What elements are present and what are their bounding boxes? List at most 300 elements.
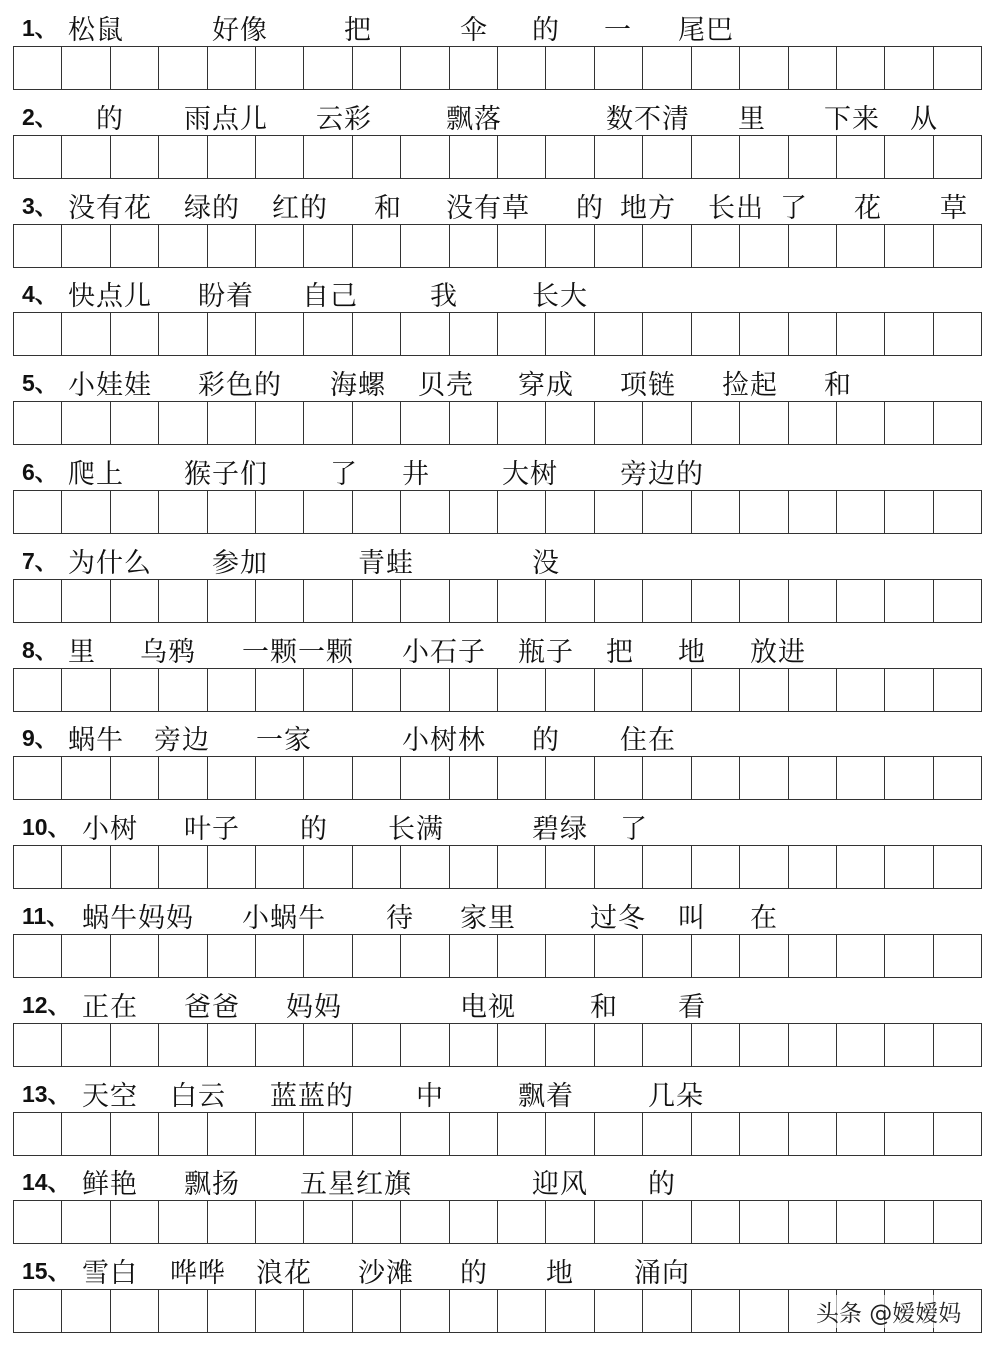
answer-cell[interactable] (740, 1289, 788, 1333)
answer-cell[interactable] (643, 1112, 691, 1156)
answer-cell[interactable] (353, 1289, 401, 1333)
answer-cell[interactable] (934, 579, 982, 623)
answer-cell[interactable] (256, 1200, 304, 1244)
answer-cell[interactable] (62, 135, 110, 179)
answer-cell[interactable] (14, 845, 62, 889)
answer-cell[interactable] (208, 224, 256, 268)
answer-cell[interactable] (401, 1200, 449, 1244)
answer-cell[interactable] (450, 1289, 498, 1333)
answer-cell[interactable] (546, 1289, 594, 1333)
answer-cell[interactable] (111, 1289, 159, 1333)
answer-cell[interactable] (111, 756, 159, 800)
answer-cell[interactable] (208, 1289, 256, 1333)
answer-cell[interactable] (208, 46, 256, 90)
answer-cell[interactable] (643, 135, 691, 179)
answer-cell[interactable] (546, 668, 594, 712)
answer-cell[interactable] (934, 1200, 982, 1244)
answer-cell[interactable] (159, 224, 207, 268)
answer-cell[interactable] (885, 224, 933, 268)
answer-cell[interactable] (62, 579, 110, 623)
answer-cell[interactable] (692, 1289, 740, 1333)
answer-cell[interactable] (643, 934, 691, 978)
answer-cell[interactable] (111, 46, 159, 90)
answer-cell[interactable] (256, 756, 304, 800)
answer-cell[interactable] (304, 490, 352, 534)
answer-cell[interactable] (256, 579, 304, 623)
answer-cell[interactable] (450, 401, 498, 445)
answer-cell[interactable] (401, 224, 449, 268)
answer-cell[interactable] (353, 579, 401, 623)
answer-cell[interactable] (111, 845, 159, 889)
answer-cell[interactable] (159, 312, 207, 356)
answer-cell[interactable] (159, 845, 207, 889)
answer-cell[interactable] (546, 1023, 594, 1067)
answer-cell[interactable] (643, 46, 691, 90)
answer-cell[interactable] (643, 668, 691, 712)
answer-cell[interactable] (450, 756, 498, 800)
word-chunk: 海螺 (330, 370, 386, 402)
answer-cell[interactable] (837, 490, 885, 534)
answer-cell[interactable] (401, 312, 449, 356)
answer-cell[interactable] (208, 490, 256, 534)
answer-cell[interactable] (546, 845, 594, 889)
answer-cell[interactable] (546, 934, 594, 978)
answer-cell[interactable] (62, 668, 110, 712)
answer-cell[interactable] (62, 1112, 110, 1156)
exercise-number: 6、 (22, 459, 58, 485)
answer-cell[interactable] (159, 401, 207, 445)
answer-cell[interactable] (401, 1023, 449, 1067)
answer-cell[interactable] (14, 135, 62, 179)
answer-cell[interactable] (159, 490, 207, 534)
answer-cell[interactable] (304, 224, 352, 268)
answer-cell[interactable] (934, 46, 982, 90)
answer-cell[interactable] (692, 1112, 740, 1156)
answer-cell[interactable] (692, 312, 740, 356)
answer-cell[interactable] (934, 756, 982, 800)
answer-cell[interactable] (208, 1023, 256, 1067)
answer-cell[interactable] (208, 1200, 256, 1244)
answer-cell[interactable] (934, 934, 982, 978)
answer-cell[interactable] (740, 668, 788, 712)
answer-cell[interactable] (111, 1023, 159, 1067)
answer-cell[interactable] (692, 224, 740, 268)
answer-cell[interactable] (595, 579, 643, 623)
answer-cell[interactable] (159, 1289, 207, 1333)
answer-cell[interactable] (595, 1112, 643, 1156)
answer-cell[interactable] (789, 135, 837, 179)
answer-cell[interactable] (159, 46, 207, 90)
answer-cell[interactable] (498, 312, 546, 356)
answer-cell[interactable] (353, 756, 401, 800)
answer-cell[interactable] (14, 934, 62, 978)
answer-cell[interactable] (401, 490, 449, 534)
answer-cell[interactable] (643, 756, 691, 800)
answer-cell[interactable] (14, 579, 62, 623)
answer-cell[interactable] (498, 668, 546, 712)
answer-cell[interactable] (208, 401, 256, 445)
answer-cell[interactable] (111, 135, 159, 179)
answer-cell[interactable] (643, 401, 691, 445)
answer-cell[interactable] (401, 401, 449, 445)
answer-cell[interactable] (256, 1023, 304, 1067)
answer-cell[interactable] (62, 490, 110, 534)
answer-cell[interactable] (256, 312, 304, 356)
answer-cell[interactable] (256, 401, 304, 445)
answer-cell[interactable] (789, 1023, 837, 1067)
answer-cell[interactable] (111, 934, 159, 978)
answer-cell[interactable] (595, 845, 643, 889)
answer-cell[interactable] (789, 46, 837, 90)
answer-cell[interactable] (14, 1112, 62, 1156)
answer-cell[interactable] (643, 490, 691, 534)
answer-cell[interactable] (595, 135, 643, 179)
answer-cell[interactable] (353, 312, 401, 356)
answer-cell[interactable] (789, 934, 837, 978)
answer-cell[interactable] (595, 490, 643, 534)
answer-cell[interactable] (740, 135, 788, 179)
answer-cell[interactable] (401, 756, 449, 800)
answer-cell[interactable] (304, 401, 352, 445)
answer-cell[interactable] (401, 135, 449, 179)
answer-cell[interactable] (304, 312, 352, 356)
answer-cell[interactable] (934, 401, 982, 445)
answer-cell[interactable] (159, 1200, 207, 1244)
answer-cell[interactable] (934, 1023, 982, 1067)
answer-cell[interactable] (643, 1200, 691, 1244)
answer-cell[interactable] (546, 224, 594, 268)
answer-cell[interactable] (256, 934, 304, 978)
answer-cell[interactable] (304, 579, 352, 623)
answer-cell[interactable] (643, 845, 691, 889)
answer-cell[interactable] (934, 135, 982, 179)
answer-cell[interactable] (692, 1200, 740, 1244)
answer-cell[interactable] (450, 934, 498, 978)
answer-cell[interactable] (498, 756, 546, 800)
answer-cell[interactable] (401, 668, 449, 712)
answer-cell[interactable] (740, 401, 788, 445)
answer-cell[interactable] (159, 668, 207, 712)
answer-cell[interactable] (14, 224, 62, 268)
answer-cell[interactable] (159, 756, 207, 800)
answer-cell[interactable] (450, 1112, 498, 1156)
answer-cell[interactable] (740, 845, 788, 889)
answer-cell[interactable] (353, 490, 401, 534)
answer-cell[interactable] (885, 401, 933, 445)
answer-cell[interactable] (740, 312, 788, 356)
answer-cell[interactable] (208, 668, 256, 712)
answer-cell[interactable] (885, 46, 933, 90)
answer-cell[interactable] (595, 312, 643, 356)
answer-cell[interactable] (885, 312, 933, 356)
answer-cell[interactable] (546, 579, 594, 623)
answer-cell[interactable] (353, 934, 401, 978)
answer-cell[interactable] (837, 934, 885, 978)
answer-cell[interactable] (692, 579, 740, 623)
answer-cell[interactable] (934, 1112, 982, 1156)
answer-cell[interactable] (643, 1023, 691, 1067)
answer-cell[interactable] (789, 312, 837, 356)
answer-cell[interactable] (450, 490, 498, 534)
answer-cell[interactable] (740, 1112, 788, 1156)
answer-cell[interactable] (885, 668, 933, 712)
answer-cell[interactable] (740, 756, 788, 800)
answer-cell[interactable] (934, 668, 982, 712)
answer-cell[interactable] (498, 1200, 546, 1244)
answer-cell[interactable] (208, 1112, 256, 1156)
answer-cell[interactable] (740, 224, 788, 268)
answer-cell[interactable] (159, 1023, 207, 1067)
answer-cell[interactable] (595, 668, 643, 712)
answer-cell[interactable] (401, 579, 449, 623)
answer-cell[interactable] (256, 845, 304, 889)
answer-cell[interactable] (837, 135, 885, 179)
answer-cell[interactable] (546, 1200, 594, 1244)
answer-cell[interactable] (595, 1200, 643, 1244)
answer-cell[interactable] (353, 1200, 401, 1244)
answer-cell[interactable] (595, 224, 643, 268)
answer-cell[interactable] (14, 312, 62, 356)
answer-cell[interactable] (14, 1289, 62, 1333)
answer-cell[interactable] (885, 756, 933, 800)
answer-cell[interactable] (692, 135, 740, 179)
answer-cell[interactable] (885, 135, 933, 179)
answer-cell[interactable] (208, 845, 256, 889)
answer-cell[interactable] (885, 934, 933, 978)
answer-cell[interactable] (692, 756, 740, 800)
answer-cell[interactable] (401, 46, 449, 90)
answer-cell[interactable] (304, 756, 352, 800)
answer-cell[interactable] (14, 490, 62, 534)
answer-cell[interactable] (498, 579, 546, 623)
answer-cell[interactable] (208, 756, 256, 800)
answer-cell[interactable] (62, 401, 110, 445)
answer-cell[interactable] (546, 756, 594, 800)
answer-cell[interactable] (789, 490, 837, 534)
answer-cell[interactable] (934, 490, 982, 534)
answer-cell[interactable] (789, 668, 837, 712)
answer-cell[interactable] (450, 845, 498, 889)
answer-cell[interactable] (208, 135, 256, 179)
answer-cell[interactable] (14, 401, 62, 445)
answer-cell[interactable] (885, 1200, 933, 1244)
answer-cell[interactable] (837, 401, 885, 445)
answer-cell[interactable] (837, 1112, 885, 1156)
answer-cell[interactable] (450, 135, 498, 179)
answer-cell[interactable] (692, 46, 740, 90)
answer-cell[interactable] (740, 934, 788, 978)
answer-cell[interactable] (256, 135, 304, 179)
answer-cell[interactable] (159, 579, 207, 623)
answer-cell[interactable] (595, 1289, 643, 1333)
answer-cell[interactable] (885, 1112, 933, 1156)
answer-cell[interactable] (498, 934, 546, 978)
answer-cell[interactable] (692, 934, 740, 978)
answer-cell[interactable] (159, 135, 207, 179)
answer-cell[interactable] (498, 135, 546, 179)
answer-cell[interactable] (498, 490, 546, 534)
answer-cell[interactable] (353, 135, 401, 179)
answer-cell[interactable] (692, 1023, 740, 1067)
answer-cell[interactable] (353, 668, 401, 712)
answer-cell[interactable] (595, 401, 643, 445)
answer-cell[interactable] (595, 46, 643, 90)
answer-cell[interactable] (837, 845, 885, 889)
answer-cell[interactable] (401, 934, 449, 978)
answer-cell[interactable] (837, 312, 885, 356)
answer-cell[interactable] (740, 1023, 788, 1067)
answer-cell[interactable] (256, 224, 304, 268)
answer-cell[interactable] (498, 224, 546, 268)
answer-cell[interactable] (789, 401, 837, 445)
answer-cell[interactable] (450, 1200, 498, 1244)
answer-cell[interactable] (353, 845, 401, 889)
answer-cell[interactable] (740, 1200, 788, 1244)
answer-cell[interactable] (546, 1112, 594, 1156)
answer-cell[interactable] (208, 579, 256, 623)
answer-cell[interactable] (692, 845, 740, 889)
answer-cell[interactable] (304, 934, 352, 978)
answer-cell[interactable] (789, 579, 837, 623)
answer-cell[interactable] (498, 1023, 546, 1067)
answer-cell[interactable] (450, 312, 498, 356)
answer-cell[interactable] (740, 46, 788, 90)
answer-cell[interactable] (14, 1023, 62, 1067)
answer-cell[interactable] (62, 934, 110, 978)
answer-cell[interactable] (304, 1023, 352, 1067)
answer-cell[interactable] (353, 46, 401, 90)
answer-cell[interactable] (837, 46, 885, 90)
answer-cell[interactable] (837, 756, 885, 800)
answer-cell[interactable] (353, 1112, 401, 1156)
answer-cell[interactable] (643, 1289, 691, 1333)
answer-cell[interactable] (256, 490, 304, 534)
answer-cell[interactable] (111, 224, 159, 268)
answer-cell[interactable] (740, 579, 788, 623)
answer-cell[interactable] (450, 46, 498, 90)
answer-cell[interactable] (934, 845, 982, 889)
answer-cell[interactable] (692, 490, 740, 534)
answer-cell[interactable] (159, 1112, 207, 1156)
answer-cell[interactable] (353, 401, 401, 445)
answer-cell[interactable] (546, 401, 594, 445)
answer-cell[interactable] (14, 1200, 62, 1244)
answer-cell[interactable] (62, 1200, 110, 1244)
answer-cell[interactable] (498, 1289, 546, 1333)
answer-cell[interactable] (159, 934, 207, 978)
answer-cell[interactable] (208, 312, 256, 356)
answer-cell[interactable] (401, 1112, 449, 1156)
answer-cell[interactable] (256, 668, 304, 712)
answer-cell[interactable] (304, 135, 352, 179)
answer-cell[interactable] (885, 579, 933, 623)
answer-cell[interactable] (304, 1200, 352, 1244)
answer-cell[interactable] (789, 756, 837, 800)
answer-cell[interactable] (450, 579, 498, 623)
answer-cell[interactable] (353, 1023, 401, 1067)
answer-cell[interactable] (692, 401, 740, 445)
answer-cell[interactable] (450, 1023, 498, 1067)
answer-cell[interactable] (62, 224, 110, 268)
answer-cell[interactable] (304, 668, 352, 712)
answer-cell[interactable] (208, 934, 256, 978)
answer-cell[interactable] (62, 756, 110, 800)
word-prompt (0, 801, 995, 846)
answer-cell[interactable] (62, 46, 110, 90)
answer-cell[interactable] (837, 668, 885, 712)
answer-cell[interactable] (450, 668, 498, 712)
answer-cell[interactable] (885, 490, 933, 534)
answer-cell[interactable] (62, 1023, 110, 1067)
answer-cell[interactable] (256, 46, 304, 90)
answer-cell[interactable] (692, 668, 740, 712)
answer-cell[interactable] (304, 845, 352, 889)
answer-cell[interactable] (595, 756, 643, 800)
answer-cell[interactable] (111, 312, 159, 356)
answer-cell[interactable] (643, 224, 691, 268)
answer-cell[interactable] (304, 1112, 352, 1156)
answer-cell[interactable] (595, 1023, 643, 1067)
answer-cell[interactable] (401, 1289, 449, 1333)
answer-cell[interactable] (498, 46, 546, 90)
answer-cell[interactable] (498, 845, 546, 889)
answer-cell[interactable] (111, 579, 159, 623)
answer-cell[interactable] (837, 224, 885, 268)
answer-cell[interactable] (111, 1112, 159, 1156)
answer-cell[interactable] (789, 1200, 837, 1244)
answer-cell[interactable] (111, 490, 159, 534)
answer-cell[interactable] (546, 135, 594, 179)
answer-cell[interactable] (401, 845, 449, 889)
answer-cell[interactable] (837, 1200, 885, 1244)
answer-cell[interactable] (934, 312, 982, 356)
answer-cell[interactable] (304, 46, 352, 90)
answer-cell[interactable] (256, 1289, 304, 1333)
answer-cell[interactable] (934, 224, 982, 268)
answer-cell[interactable] (643, 312, 691, 356)
answer-cell[interactable] (450, 224, 498, 268)
answer-cell[interactable] (62, 1289, 110, 1333)
answer-cell[interactable] (595, 934, 643, 978)
answer-cell[interactable] (111, 1200, 159, 1244)
answer-cell[interactable] (304, 1289, 352, 1333)
answer-cell[interactable] (789, 845, 837, 889)
answer-cell[interactable] (498, 1112, 546, 1156)
answer-cell[interactable] (837, 1023, 885, 1067)
answer-cell[interactable] (837, 579, 885, 623)
answer-cell[interactable] (14, 756, 62, 800)
answer-cell[interactable] (14, 668, 62, 712)
answer-cell[interactable] (111, 668, 159, 712)
answer-cell[interactable] (546, 46, 594, 90)
answer-cell[interactable] (789, 1112, 837, 1156)
answer-cell[interactable] (885, 1023, 933, 1067)
answer-cell[interactable] (256, 1112, 304, 1156)
answer-cell[interactable] (740, 490, 788, 534)
answer-cell[interactable] (353, 224, 401, 268)
answer-cell[interactable] (62, 845, 110, 889)
answer-cell[interactable] (885, 845, 933, 889)
answer-cell[interactable] (789, 224, 837, 268)
answer-cell[interactable] (643, 579, 691, 623)
word-chunk: 涌向 (634, 1258, 690, 1290)
answer-cell[interactable] (62, 312, 110, 356)
answer-cell[interactable] (546, 490, 594, 534)
answer-cell[interactable] (14, 46, 62, 90)
answer-cell[interactable] (111, 401, 159, 445)
answer-cell[interactable] (546, 312, 594, 356)
answer-cell[interactable] (498, 401, 546, 445)
